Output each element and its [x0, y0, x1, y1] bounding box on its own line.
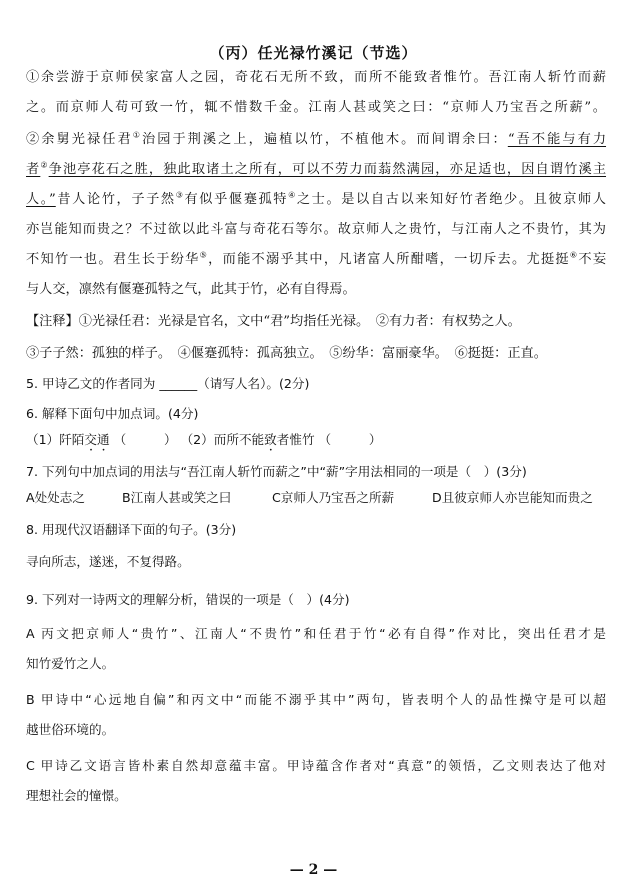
passage-title: （丙）任光禄竹溪记（节选）: [209, 44, 418, 62]
passage-text: 昔人论竹，子子然: [55, 192, 176, 207]
passage-line: [26, 160, 606, 180]
passage-text: 不妄: [578, 252, 607, 267]
footnote-marker: ⑤: [199, 250, 209, 260]
underlined-quote: “吾不能与有力: [507, 132, 607, 147]
underlined-quote: 者: [26, 162, 41, 177]
passage-line: [26, 130, 606, 150]
q6-item-1-text: （1）阡陌: [26, 432, 85, 447]
passage-text: 治园于荆溪之上，遍植以竹，不植他木。而间谓余曰：: [141, 132, 508, 147]
q6-item-1-blank: （ ）: [113, 432, 177, 447]
passage-line: [26, 250, 606, 270]
passage-text: 有似乎偃蹇孤特: [184, 192, 289, 207]
passage-line: [26, 190, 606, 210]
passage-line: 亦岂能知而贵之？不过欲以此斗富与奇花石等尔。故京师人之贵竹，与江南人之不贵竹，其为: [26, 222, 606, 237]
q6-item-2-text: 者惟竹: [276, 432, 315, 447]
q6-item-2-text: （2）而所不能: [180, 432, 265, 447]
passage-line: 与人交，凛然有偃蹇孤特之气，此其于竹，必有自得焉。: [26, 282, 356, 297]
q9-option-c: C 甲诗乙文语言皆朴素自然却意蕴丰富。甲诗蕴含作者对“真意”的领悟，乙文则表达了他对: [26, 758, 606, 773]
q7-option-c: C京师人乃宝吾之所薪: [272, 490, 395, 505]
passage-text: ②余舅光禄任君: [26, 132, 133, 147]
question-8-sentence: 寻向所志，遂迷，不复得路。: [26, 554, 190, 569]
passage-line: ①余尝游于京师侯家富人之园，奇花石无所不致，而所不能致者惟竹。吾江南人斩竹而薪: [26, 70, 606, 85]
q9-option-a: A 丙文把京师人“贵竹”、江南人“不贵竹”和任君于竹“必有自得”作对比，突出任君才是: [26, 626, 606, 641]
footnote-marker: ①: [132, 130, 142, 140]
q6-item-2-blank: （ ）: [318, 432, 382, 447]
q9-option-b-cont: 越世俗环境的。: [26, 722, 115, 737]
question-5: 5. 甲诗乙文的作者同为 ______（请写人名）。(2分): [26, 376, 310, 391]
passage-line: 之。而京师人苟可致一竹，辄不惜数千金。江南人甚或笑之曰：“京师人乃宝吾之所薪”。: [26, 100, 606, 115]
question-8: 8. 用现代汉语翻译下面的句子。(3分): [26, 522, 237, 537]
question-6-items: [26, 430, 606, 454]
question-7-options: [26, 488, 606, 508]
q9-option-c-cont: 理想社会的憧憬。: [26, 788, 127, 803]
footnote-marker: ⑥: [569, 250, 579, 260]
q9-option-b: B 甲诗中“心远地自偏”和丙文中“而能不溺乎其中”两句，皆表明个人的品性操守是可以超: [26, 692, 606, 707]
q7-option-d: D且彼京师人亦岂能知而贵之: [432, 490, 593, 505]
footnote-marker: ③: [175, 190, 185, 200]
q6-item-1-dotted-word: 交通: [84, 432, 110, 447]
annotation-line: 【注释】①光禄任君：光禄是官名，文中“君”均指任光禄。 ②有力者：有权势之人。: [26, 314, 521, 329]
annotation-line: ③子子然：孤独的样子。 ④偃蹇孤特：孤高独立。 ⑤纷华：富丽豪华。 ⑥挺挺：正直。: [26, 346, 547, 361]
footnote-marker: ④: [288, 190, 297, 200]
q7-option-a: A处处志之: [26, 490, 85, 505]
passage-text: 之士。是以自古以来知好竹者绝少。且彼京师人: [296, 192, 606, 207]
q9-option-a-cont: 知竹爱竹之人。: [26, 656, 115, 671]
question-6: 6. 解释下面句中加点词。(4分): [26, 406, 199, 421]
question-9: 9. 下列对一诗两文的理解分析，错误的一项是（ ）(4分): [26, 592, 350, 607]
q7-option-b: B江南人甚或笑之曰: [122, 490, 232, 505]
underlined-quote: 人。”: [26, 192, 56, 207]
passage-text: 不知竹一也。君生长于纷华: [26, 252, 200, 267]
q6-item-2-dotted-word: 致: [264, 432, 277, 447]
footnote-marker: ②: [40, 160, 49, 170]
question-7: 7. 下列句中加点词的用法与“吾江南人斩竹而薪之”中“薪”字用法相同的一项是（ ）(3分): [26, 464, 527, 479]
passage-text: ，而能不溺乎其中，凡诸富人所酣嗜，一切斥去。尤挺挺: [208, 252, 570, 267]
page-number: — 2 —: [289, 862, 338, 878]
underlined-quote: 争池亭花石之胜，独此取诸土之所有，可以不劳力而蓊然满园，亦足适也，因自谓竹溪主: [48, 162, 607, 177]
